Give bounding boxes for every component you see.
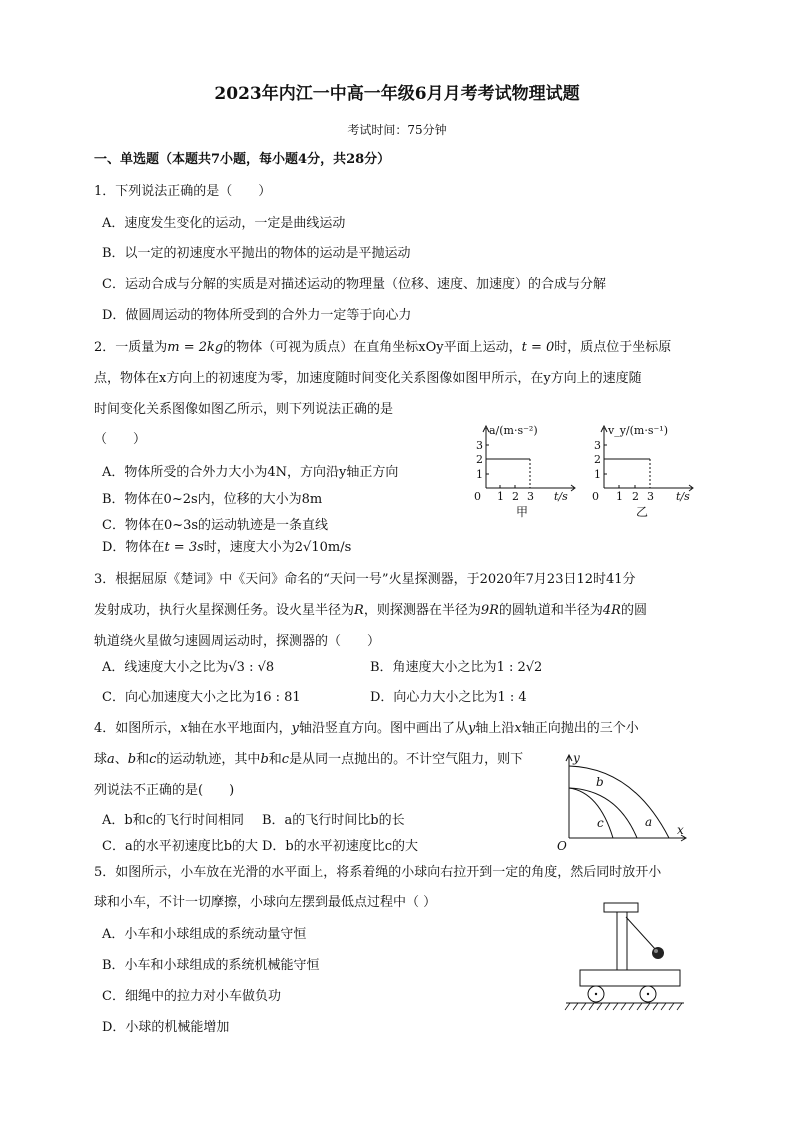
svg-text:0: 0 [592,490,599,503]
q4-line3: 列说法不正确的是( ) [94,783,235,798]
trajectory-c [569,788,613,838]
q5-option-c: C．细绳中的拉力对小车做负功 [102,989,281,1004]
svg-text:3: 3 [476,439,483,452]
svg-text:b: b [596,775,604,789]
q2-option-d: D．物体在t = 3s时，速度大小为2√10m/s [102,540,352,555]
svg-text:t/s: t/s [554,490,568,503]
q1-option-d: D．做圆周运动的物体所受到的合外力一定等于向心力 [102,308,412,323]
svg-text:a: a [645,815,653,829]
q3-line2: 发射成功，执行火星探测任务。设火星半径为R，则探测器在半径为9R的圆轨道和半径为4R的圆 [94,603,647,618]
svg-text:0: 0 [474,490,481,503]
crossbar [604,903,638,912]
q3-option-b: B．角速度大小之比为1 : 2√2 [370,660,543,675]
q3-line1: 3．根据屈原《楚词》中《天问》命名的“天问一号”火星探测器，于2020年7月23日12时41分 [94,572,636,587]
q1-stem: 1．下列说法正确的是（ ） [94,184,272,199]
q4-line2: 球a、b和c的运动轨迹，其中b和c是从同一点抛出的。不计空气阻力，则下 [94,752,524,767]
svg-text:1: 1 [616,490,623,503]
q5-line2: 球和小车，不计一切摩擦，小球向左摆到最低点过程中（ ） [94,895,437,910]
graph-a-caption: 甲 [516,505,529,519]
projectile-figure [553,752,693,854]
svg-text:2: 2 [476,453,483,466]
q2-option-c: C．物体在0~3s的运动轨迹是一条直线 [102,518,329,533]
svg-text:2: 2 [512,490,519,503]
acceleration-graph [462,420,587,522]
graph-a-ylabel: a/(m·s⁻²) [489,424,538,437]
trajectory-a [569,766,669,838]
pole [617,912,627,970]
q4-option-a: A．b和c的飞行时间相同 [102,813,244,828]
q4-option-d: D．b的水平初速度比c的大 [262,839,419,854]
svg-text:1: 1 [497,490,504,503]
q1-option-b: B．以一定的初速度水平抛出的物体的运动是平抛运动 [102,246,411,261]
q2-stem-line1: 2．一质量为m = 2kg的物体（可视为质点）在直角坐标xOy平面上运动，t = 0时，质点位于坐标原 [94,340,672,355]
q3-option-c: C．向心加速度大小之比为16 : 81 [102,690,301,705]
cart-body [580,970,680,986]
svg-text:x: x [677,823,684,837]
svg-text:t/s: t/s [676,490,690,503]
q2-option-a: A．物体所受的合外力大小为4N，方向沿y轴正方向 [102,465,399,480]
q2-stem-line2: 点，物体在x方向上的初速度为零，加速度随时间变化关系图像如图甲所示，在y方向上的速度随 [94,371,642,386]
velocity-graph [586,420,711,522]
q5-option-b: B．小车和小球组成的系统机械能守恒 [102,958,320,973]
q3-option-a: A．线速度大小之比为√3 : √8 [102,660,275,675]
q5-line1: 5．如图所示，小车放在光滑的水平面上，将系着绳的小球向右拉开到一定的角度，然后同时放开小 [94,865,662,880]
svg-text:2: 2 [594,453,601,466]
svg-text:3: 3 [594,439,601,452]
q2-answer-paren: （ ） [94,432,147,447]
cart-pendulum-figure [560,895,690,1015]
graph-b-caption: 乙 [636,505,649,519]
svg-text:1: 1 [594,468,601,481]
q1-option-c: C．运动合成与分解的实质是对描述运动的物理量（位移、速度、加速度）的合成与分解 [102,277,606,292]
page-title: 2023年内江一中高一年级6月月考考试物理试题 [214,84,580,104]
q1-option-a: A．速度发生变化的运动，一定是曲线运动 [102,216,346,231]
svg-text:O: O [557,839,567,853]
section-heading: 一、单选题（本题共7小题，每小题4分，共28分） [94,152,391,167]
q3-option-d: D．向心力大小之比为1 : 4 [370,690,527,705]
svg-text:1: 1 [476,468,483,481]
graph-b-ylabel: v_y/(m·s⁻¹) [608,424,669,437]
q2-stem-line3: 时间变化关系图像如图乙所示，则下列说法正确的是 [94,402,394,417]
svg-text:2: 2 [632,490,639,503]
q3-line3: 轨道绕火星做匀速圆周运动时，探测器的（ ） [94,634,381,649]
q5-option-d: D．小球的机械能增加 [102,1020,230,1035]
q4-option-c: C．a的水平初速度比b的大 [102,839,259,854]
svg-text:c: c [597,816,604,830]
q4-option-b: B．a的飞行时间比b的长 [262,813,405,828]
ball [652,947,664,959]
q2-option-b: B．物体在0~2s内，位移的大小为8m [102,492,323,507]
rope [626,917,656,950]
svg-text:y: y [573,752,580,765]
q4-line1: 4．如图所示，x轴在水平地面内，y轴沿竖直方向。图中画出了从y轴上沿x轴正向抛出的三个小 [94,721,639,736]
svg-text:3: 3 [647,490,654,503]
svg-text:3: 3 [527,490,534,503]
q5-option-a: A．小车和小球组成的系统动量守恒 [102,927,307,942]
exam-time: 考试时间：75分钟 [347,123,447,137]
